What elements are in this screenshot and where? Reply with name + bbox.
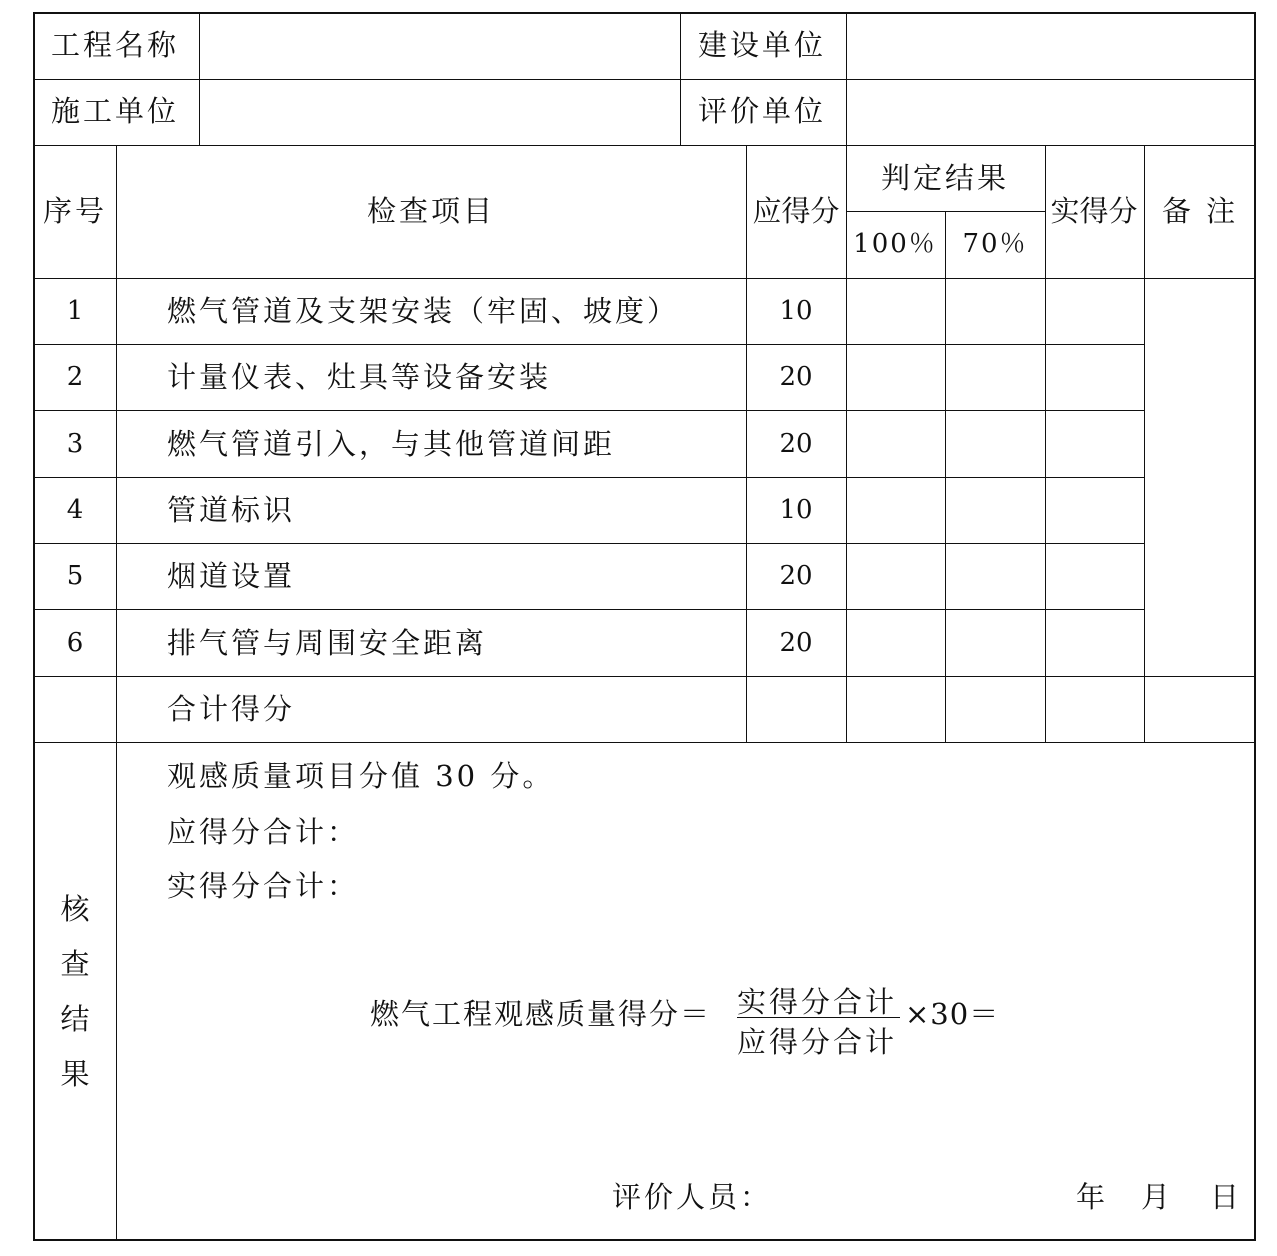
rule-row-2 <box>33 410 1144 411</box>
rule-v-header-c <box>846 12 847 145</box>
col-actual-score: 实得分 <box>1050 194 1138 228</box>
rule-v-item <box>746 145 747 742</box>
rule-v-header-b <box>680 12 681 145</box>
row-3-item: 燃气管道引入，与其他管道间距 <box>167 427 616 461</box>
rule-row-3 <box>33 477 1144 478</box>
total-label: 合计得分 <box>167 692 296 726</box>
date-day: 日 <box>1210 1180 1243 1214</box>
row-2-item: 计量仪表、灶具等设备安装 <box>167 360 552 394</box>
rule-header-2 <box>33 145 1256 146</box>
fraction-bar <box>737 1017 900 1018</box>
evaluator-label: 评价人员： <box>612 1180 773 1214</box>
row-5-seq: 5 <box>66 561 84 591</box>
rule-row-6 <box>33 676 1256 677</box>
check-line-1: 观感质量项目分值 30 分。 <box>167 759 555 793</box>
rule-v-pct <box>945 211 946 742</box>
row-2-due: 20 <box>779 362 813 392</box>
row-1-item: 燃气管道及支架安装（牢固、坡度） <box>167 294 680 328</box>
check-line-3: 实得分合计： <box>167 869 360 903</box>
rule-total <box>33 742 1256 743</box>
date-month: 月 <box>1141 1180 1174 1214</box>
date-year: 年 <box>1076 1180 1109 1214</box>
row-5-item: 烟道设置 <box>167 559 296 593</box>
row-6-seq: 6 <box>66 628 84 658</box>
row-3-due: 20 <box>779 429 813 459</box>
col-seq: 序号 <box>42 194 108 228</box>
fraction-denominator: 应得分合计 <box>737 1025 898 1059</box>
project-name-label: 工程名称 <box>51 28 180 62</box>
rule-v-due <box>846 145 847 742</box>
row-4-due: 10 <box>779 495 813 525</box>
row-3-seq: 3 <box>66 429 84 459</box>
check-line-2: 应得分合计： <box>167 815 360 849</box>
formula-prefix: 燃气工程观感质量得分＝ <box>370 997 712 1031</box>
fraction-numerator: 实得分合计 <box>737 985 898 1019</box>
row-1-due: 10 <box>779 296 813 326</box>
check-result-label: 核查结果 <box>60 892 90 1091</box>
row-4-seq: 4 <box>66 495 84 525</box>
col-pct-70: 70％ <box>962 229 1028 259</box>
col-due-score: 应得分 <box>752 194 840 228</box>
rule-header-1 <box>33 79 1256 80</box>
rule-row-1 <box>33 344 1144 345</box>
rule-v-actual <box>1144 145 1145 742</box>
formula-fraction <box>737 980 907 1059</box>
row-2-seq: 2 <box>66 362 84 392</box>
evaluator-unit-label: 评价单位 <box>698 94 827 128</box>
row-1-seq: 1 <box>66 296 84 326</box>
col-pct-100: 100％ <box>853 229 937 259</box>
rule-row-4 <box>33 543 1144 544</box>
formula-suffix: ×30＝ <box>905 997 1000 1031</box>
rule-v-judgement <box>1045 145 1046 742</box>
row-4-item: 管道标识 <box>167 493 296 527</box>
constructor-label: 施工单位 <box>51 94 180 128</box>
col-remark: 备 注 <box>1161 194 1239 228</box>
row-6-item: 排气管与周围安全距离 <box>167 626 488 660</box>
rule-v-seq <box>116 145 117 1241</box>
builder-label: 建设单位 <box>698 28 827 62</box>
row-6-due: 20 <box>779 628 813 658</box>
col-judgement: 判定结果 <box>880 161 1010 195</box>
rule-v-header-a <box>199 12 200 145</box>
col-item: 检查项目 <box>366 194 496 228</box>
row-5-due: 20 <box>779 561 813 591</box>
rule-column-head <box>33 278 1256 279</box>
rule-row-5 <box>33 609 1144 610</box>
